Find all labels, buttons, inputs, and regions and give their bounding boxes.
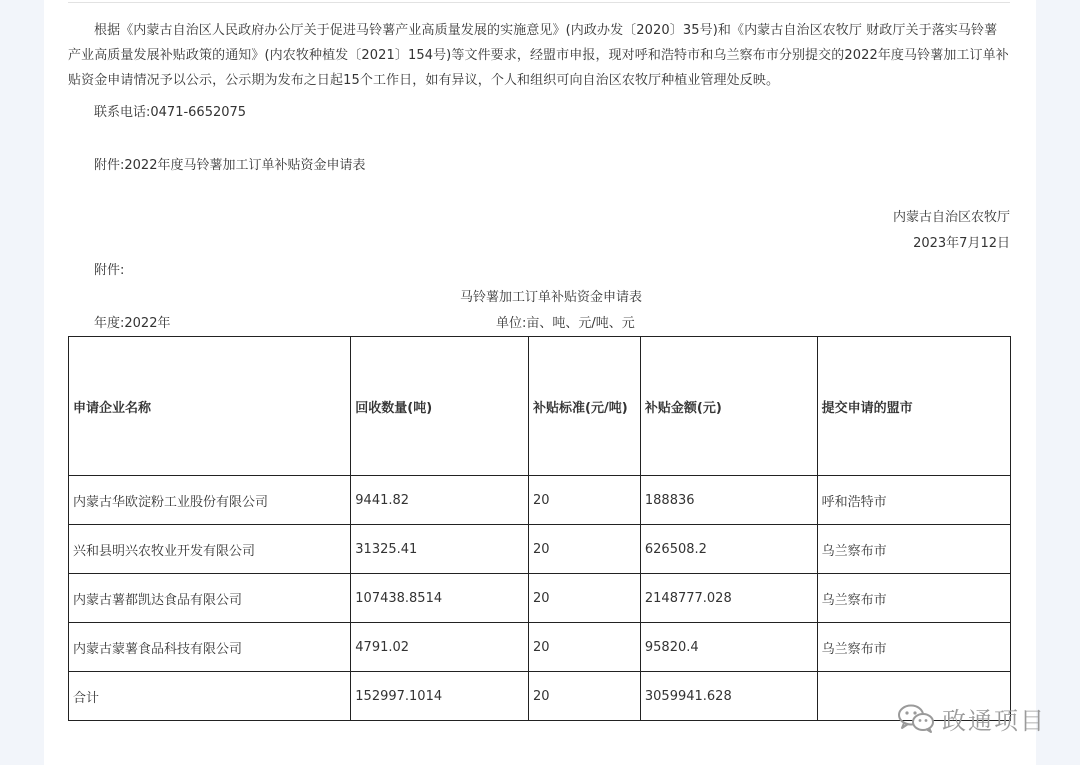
- cell-quantity: 107438.8514: [351, 574, 529, 623]
- subsidy-table: [68, 336, 1011, 721]
- cell-amount: 2148777.028: [640, 574, 817, 623]
- cell-standard: 20: [529, 525, 641, 574]
- cell-total-label: 合计: [69, 672, 351, 721]
- table-header-row: [69, 337, 1011, 476]
- header-quantity: 回收数量(吨): [351, 337, 529, 476]
- cell-amount: 626508.2: [640, 525, 817, 574]
- header-amount: 补贴金额(元): [640, 337, 817, 476]
- divider: [68, 2, 1010, 3]
- cell-company: 兴和县明兴农牧业开发有限公司: [69, 525, 351, 574]
- cell-standard: 20: [529, 623, 641, 672]
- notice-paragraph: 根据《内蒙古自治区人民政府办公厅关于促进马铃薯产业高质量发展的实施意见》(内政办发〔2020〕35号)和《内蒙古自治区农牧厅 财政厅关于落实马铃薯产业高质量发展补贴政策的通知》(内农牧种植发〔2021〕154号)等文件要求，经盟市申报，现对呼和浩特市和乌兰察布市分别提交的2022年度马铃薯加工订单补贴资金申请情况予以公示，公示期为发布之日起15个工作日，如有异议，个人和组织可向自治区农牧厅种植业管理处反映。: [68, 23, 1009, 88]
- cell-league-city: 乌兰察布市: [817, 623, 1010, 672]
- table-year: 年度:2022年: [94, 316, 171, 331]
- issue-date: 2023年7月12日: [913, 236, 1010, 251]
- watermark-text: 政通项目: [942, 706, 1046, 735]
- cell-company: 内蒙古蒙薯食品科技有限公司: [69, 623, 351, 672]
- cell-total-standard: 20: [529, 672, 641, 721]
- cell-standard: 20: [529, 476, 641, 525]
- cell-total-amount: 3059941.628: [640, 672, 817, 721]
- issuer-name: 内蒙古自治区农牧厅: [892, 210, 1010, 225]
- cell-quantity: 9441.82: [351, 476, 529, 525]
- cell-amount: 95820.4: [640, 623, 817, 672]
- cell-total-quantity: 152997.1014: [351, 672, 529, 721]
- cell-standard: 20: [529, 574, 641, 623]
- account-watermark: [896, 700, 1046, 736]
- contact-phone: 联系电话:0471-6652075: [94, 105, 247, 120]
- cell-league-city: 乌兰察布市: [817, 525, 1010, 574]
- table-total-row: [69, 672, 1011, 721]
- attachment-label: 附件:: [94, 263, 125, 278]
- table-row: [69, 574, 1011, 623]
- cell-league-city: 呼和浩特市: [817, 476, 1010, 525]
- header-company: 申请企业名称: [69, 337, 351, 476]
- header-league-city: 提交申请的盟市: [817, 337, 1010, 476]
- table-row: [69, 476, 1011, 525]
- cell-league-city: 乌兰察布市: [817, 574, 1010, 623]
- cell-company: 内蒙古华欧淀粉工业股份有限公司: [69, 476, 351, 525]
- table-unit: 单位:亩、吨、元/吨、元: [496, 316, 635, 331]
- header-standard: 补贴标准(元/吨): [529, 337, 641, 476]
- cell-quantity: 4791.02: [351, 623, 529, 672]
- table-title: 马铃薯加工订单补贴资金申请表: [460, 290, 643, 305]
- wechat-icon: [896, 702, 936, 734]
- table-row: [69, 623, 1011, 672]
- cell-amount: 188836: [640, 476, 817, 525]
- cell-quantity: 31325.41: [351, 525, 529, 574]
- table-row: [69, 525, 1011, 574]
- attachment-link[interactable]: 附件:2022年度马铃薯加工订单补贴资金申请表: [94, 158, 366, 173]
- cell-company: 内蒙古薯都凯达食品有限公司: [69, 574, 351, 623]
